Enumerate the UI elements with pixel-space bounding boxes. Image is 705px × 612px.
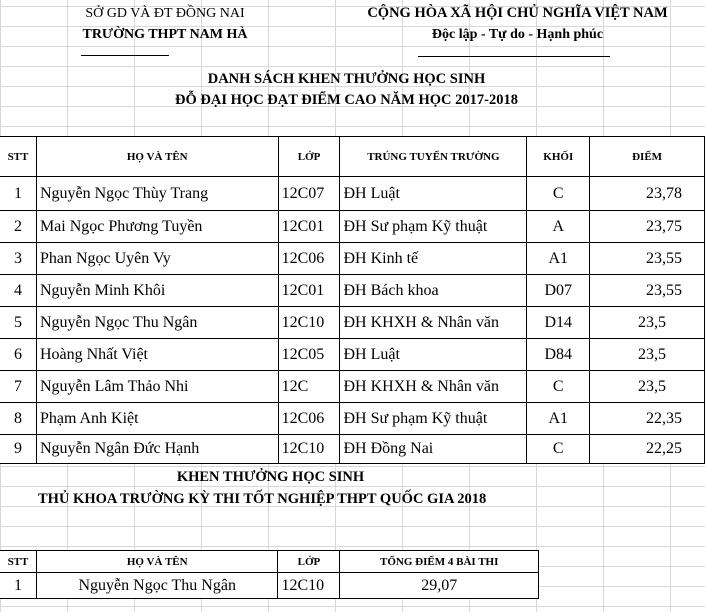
cell-class: 12C07 (278, 177, 340, 211)
cell-name: Phạm Anh Kiệt (36, 403, 278, 435)
department-name: SỞ GD VÀ ĐT ĐỒNG NAI (85, 6, 245, 21)
cell-university: ĐH Kinh tế (340, 243, 527, 275)
table-row (0, 177, 705, 211)
table-row (0, 339, 705, 371)
cell-name: Nguyễn Ngọc Thu Ngân (36, 573, 278, 599)
col-header-total: TỔNG ĐIỂM 4 BÀI THI (340, 551, 539, 573)
school-name: TRƯỜNG THPT NAM HÀ (82, 27, 248, 42)
cell-block: C (527, 177, 590, 211)
cell-university: ĐH Luật (340, 339, 527, 371)
cell-stt: 4 (0, 275, 36, 307)
cell-score: 22,25 (590, 435, 705, 464)
nation-title: CỘNG HÒA XÃ HỘI CHỦ NGHĨA VIỆT NAM (367, 5, 668, 21)
cell-class: 12C (278, 371, 340, 403)
cell-block: D07 (527, 275, 590, 307)
cell-block: C (527, 435, 590, 464)
col-header-stt: STT (0, 551, 36, 573)
cell-class: 12C06 (278, 403, 340, 435)
cell-class: 12C01 (278, 211, 340, 243)
cell-name: Nguyễn Ngọc Thu Ngân (36, 307, 278, 339)
valedictorian-table (0, 550, 539, 599)
motto-underline (418, 56, 610, 57)
cell-score: 23,55 (590, 243, 705, 275)
table-row (0, 307, 705, 339)
cell-block: D84 (527, 339, 590, 371)
table-row (0, 435, 705, 464)
cell-block: C (527, 371, 590, 403)
cell-block: A1 (527, 243, 590, 275)
list2-title: KHEN THƯỞNG HỌC SINH (176, 469, 365, 485)
cell-stt: 9 (0, 435, 36, 464)
table-row (0, 211, 705, 243)
cell-block: A1 (527, 403, 590, 435)
cell-block: A (527, 211, 590, 243)
cell-stt: 6 (0, 339, 36, 371)
cell-stt: 2 (0, 211, 36, 243)
col-header-name: HỌ VÀ TÊN (36, 551, 278, 573)
cell-university: ĐH Sư phạm Kỹ thuật (340, 211, 527, 243)
cell-university: ĐH Sư phạm Kỹ thuật (340, 403, 527, 435)
cell-score: 23,5 (590, 339, 705, 371)
cell-class: 12C10 (278, 573, 340, 599)
cell-name: Nguyễn Minh Khôi (36, 275, 278, 307)
col-header-score: ĐIỂM (590, 137, 705, 177)
cell-university: ĐH Luật (340, 177, 527, 211)
cell-university: ĐH Bách khoa (340, 275, 527, 307)
cell-name: Hoàng Nhất Việt (36, 339, 278, 371)
cell-score: 23,5 (590, 371, 705, 403)
cell-block: D14 (527, 307, 590, 339)
cell-class: 12C06 (278, 243, 340, 275)
cell-score: 23,55 (590, 275, 705, 307)
cell-name: Phan Ngọc Uyên Vy (36, 243, 278, 275)
col-header-name: HỌ VÀ TÊN (36, 137, 278, 177)
cell-stt: 1 (0, 573, 36, 599)
cell-university: ĐH Đồng Nai (340, 435, 527, 464)
table-row (0, 371, 705, 403)
col-header-class: LỚP (278, 551, 340, 573)
col-header-class: LỚP (278, 137, 340, 177)
cell-class: 12C10 (278, 307, 340, 339)
cell-name: Nguyễn Ngân Đức Hạnh (36, 435, 278, 464)
cell-stt: 7 (0, 371, 36, 403)
cell-stt: 5 (0, 307, 36, 339)
table-header-row (0, 137, 705, 177)
cell-class: 12C10 (278, 435, 340, 464)
cell-score: 23,5 (590, 307, 705, 339)
col-header-block: KHỐI (527, 137, 590, 177)
cell-stt: 3 (0, 243, 36, 275)
table-row (0, 403, 705, 435)
table-header-row (0, 551, 539, 573)
list2-subtitle: THỦ KHOA TRƯỜNG KỲ THI TỐT NGHIỆP THPT QUỐC GIA 2018 (38, 491, 487, 507)
cell-name: Nguyễn Lâm Thảo Nhi (36, 371, 278, 403)
cell-university: ĐH KHXH & Nhân văn (340, 371, 527, 403)
cell-score: 23,78 (590, 177, 705, 211)
cell-score: 22,35 (590, 403, 705, 435)
honor-list-table (0, 136, 705, 464)
cell-class: 12C01 (278, 275, 340, 307)
col-header-university: TRÚNG TUYỂN TRƯỜNG (340, 137, 527, 177)
cell-class: 12C05 (278, 339, 340, 371)
nation-motto: Độc lập - Tự do - Hạnh phúc (431, 27, 604, 42)
cell-name: Nguyễn Ngọc Thùy Trang (36, 177, 278, 211)
school-underline (81, 55, 169, 56)
cell-score: 23,75 (590, 211, 705, 243)
table-row (0, 243, 705, 275)
list1-subtitle: ĐỖ ĐẠI HỌC ĐẠT ĐIỂM CAO NĂM HỌC 2017-2018 (175, 92, 518, 108)
col-header-stt: STT (0, 137, 36, 177)
cell-university: ĐH KHXH & Nhân văn (340, 307, 527, 339)
list1-title: DANH SÁCH KHEN THƯỞNG HỌC SINH (207, 71, 486, 87)
table-row (0, 573, 539, 599)
cell-stt: 8 (0, 403, 36, 435)
cell-stt: 1 (0, 177, 36, 211)
cell-total: 29,07 (340, 573, 539, 599)
cell-name: Mai Ngọc Phương Tuyền (36, 211, 278, 243)
table-row (0, 275, 705, 307)
